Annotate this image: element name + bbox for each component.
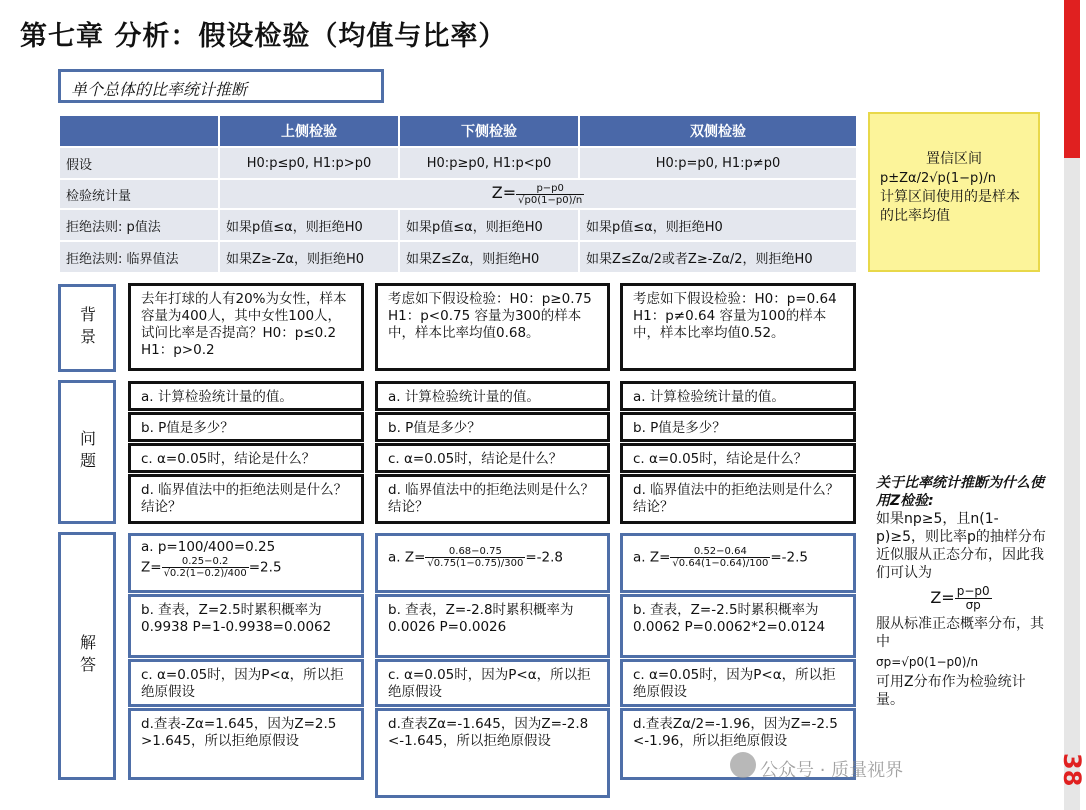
header-cell [59, 115, 219, 147]
question-a: a. 计算检验统计量的值。 [620, 381, 856, 411]
test-statistic-formula: Z= $\frac{p-p0}{√p0(1-p0)/n}$ [219, 179, 857, 209]
z-test-side-note [876, 474, 1046, 709]
row-label: 假设 [59, 147, 219, 179]
background-case-3: 考虑如下假设检验：H0：p=0.64 H1：p≠0.64 容量为100的样本中，样本比率均值0.52。 [620, 283, 856, 371]
row-label: 拒绝法则: 临界值法 [59, 241, 219, 273]
background-label: 背景 [58, 284, 116, 372]
question-c: c. α=0.05时，结论是什么？ [620, 443, 856, 473]
table-cell: 如果Z≥-Zα，则拒绝H0 [219, 241, 399, 273]
side-bar [1058, 158, 1086, 810]
row-label: 拒绝法则: p值法 [59, 209, 219, 241]
table-row [59, 209, 857, 241]
questions-label: 问题 [58, 380, 116, 524]
answer-a: a. Z= $\frac{0.68-0.75}{√0.75(1-0.75)/300}$ =-2.8 [375, 533, 610, 593]
table-cell: 如果Z≤Zα/2或者Z≥-Zα/2，则拒绝H0 [579, 241, 857, 273]
answer-c: c. α=0.05时，因为P<α，所以拒绝原假设 [128, 659, 364, 707]
answer-d: d.查表Zα=-1.645，因为Z=-2.8 <-1.645，所以拒绝原假设 [375, 708, 610, 798]
summary-table [58, 114, 858, 274]
answer-a: a. Z= $\frac{0.52-0.64}{√0.64(1-0.64)/100}$ =-2.5 [620, 533, 856, 593]
side-note-text: 如果np≥5，且n(1-p)≥5，则比率p的抽样分布近似服从正态分布，因此我们可认为 [876, 511, 1046, 581]
page-number: 38 [1058, 753, 1086, 787]
row-label: 检验统计量 [59, 179, 219, 209]
ci-note: 计算区间使用的是样本的比率均值 [880, 189, 1020, 224]
question-c: c. α=0.05时，结论是什么？ [375, 443, 610, 473]
question-b: b. P值是多少？ [620, 412, 856, 442]
accent-bar [1064, 0, 1080, 158]
z-formula: Z= $\frac{p-p0}{\sigma p}$ [930, 584, 990, 612]
ci-formula: p±Zα/2√p(1−p)/n [880, 171, 996, 186]
background-case-1: 去年打球的人有20%为女性，样本容量为400人，其中女性100人，试问比率是否提高？H0：p≤0.2 H1：p>0.2 [128, 283, 364, 371]
answer-a: a. p=100/400=0.25 Z= $\frac{0.25-0.2}{√0.2(1-0.2)/400}$ =2.5 [128, 533, 364, 593]
section-subtitle: 单个总体的比率统计推断 [58, 69, 384, 103]
table-row [59, 147, 857, 179]
question-d: d. 临界值法中的拒绝法则是什么？结论？ [128, 474, 364, 524]
header-cell: 上侧检验 [219, 115, 399, 147]
table-cell: H0:p≥p0, H1:p<p0 [399, 147, 579, 179]
question-b: b. P值是多少？ [128, 412, 364, 442]
question-b: b. P值是多少？ [375, 412, 610, 442]
table-row [59, 241, 857, 273]
ci-title: 置信区间 [926, 151, 982, 167]
table-cell: 如果p值≤α，则拒绝H0 [399, 209, 579, 241]
question-a: a. 计算检验统计量的值。 [375, 381, 610, 411]
wechat-icon [730, 752, 756, 778]
header-cell: 下侧检验 [399, 115, 579, 147]
table-cell: H0:p≤p0, H1:p>p0 [219, 147, 399, 179]
watermark: 公众号 · 质量视界 [760, 760, 904, 781]
table-cell: 如果p值≤α，则拒绝H0 [579, 209, 857, 241]
answer-b: b. 查表，Z=-2.8时累积概率为0.0026 P=0.0026 [375, 594, 610, 658]
background-case-2: 考虑如下假设检验：H0：p≥0.75 H1：p<0.75 容量为300的样本中，样本比率均值0.68。 [375, 283, 610, 371]
answer-c: c. α=0.05时，因为P<α，所以拒绝原假设 [375, 659, 610, 707]
header-cell: 双侧检验 [579, 115, 857, 147]
confidence-interval-note [868, 112, 1040, 272]
question-d: d. 临界值法中的拒绝法则是什么？结论？ [620, 474, 856, 524]
answer-b: b. 查表，Z=-2.5时累积概率为0.0062 P=0.0062*2=0.0124 [620, 594, 856, 658]
answer-c: c. α=0.05时，因为P<α，所以拒绝原假设 [620, 659, 856, 707]
side-note-heading: 关于比率统计推断为什么使用Z检验: [876, 475, 1044, 509]
side-note-text: 服从标准正态概率分布，其中 [876, 616, 1044, 650]
table-cell: 如果Z≤Zα，则拒绝H0 [399, 241, 579, 273]
question-d: d. 临界值法中的拒绝法则是什么？结论？ [375, 474, 610, 524]
question-a: a. 计算检验统计量的值。 [128, 381, 364, 411]
answers-label: 解答 [58, 532, 116, 780]
table-header-row [59, 115, 857, 147]
table-row [59, 179, 857, 209]
side-note-text: 可用Z分布作为检验统计量。 [876, 674, 1026, 708]
question-c: c. α=0.05时，结论是什么？ [128, 443, 364, 473]
answer-d: d.查表-Zα=1.645，因为Z=2.5 >1.645，所以拒绝原假设 [128, 708, 364, 780]
table-cell: 如果p值≤α，则拒绝H0 [219, 209, 399, 241]
sigma-formula: σp=√p0(1−p0)/n [876, 655, 979, 669]
answer-b: b. 查表，Z=2.5时累积概率为0.9938 P=1-0.9938=0.0062 [128, 594, 364, 658]
table-cell: H0:p=p0, H1:p≠p0 [579, 147, 857, 179]
page-title: 第七章 分析：假设检验（均值与比率） [20, 21, 507, 52]
answer-d: d.查表Zα/2=-1.96，因为Z=-2.5 <-1.96，所以拒绝原假设 [620, 708, 856, 780]
